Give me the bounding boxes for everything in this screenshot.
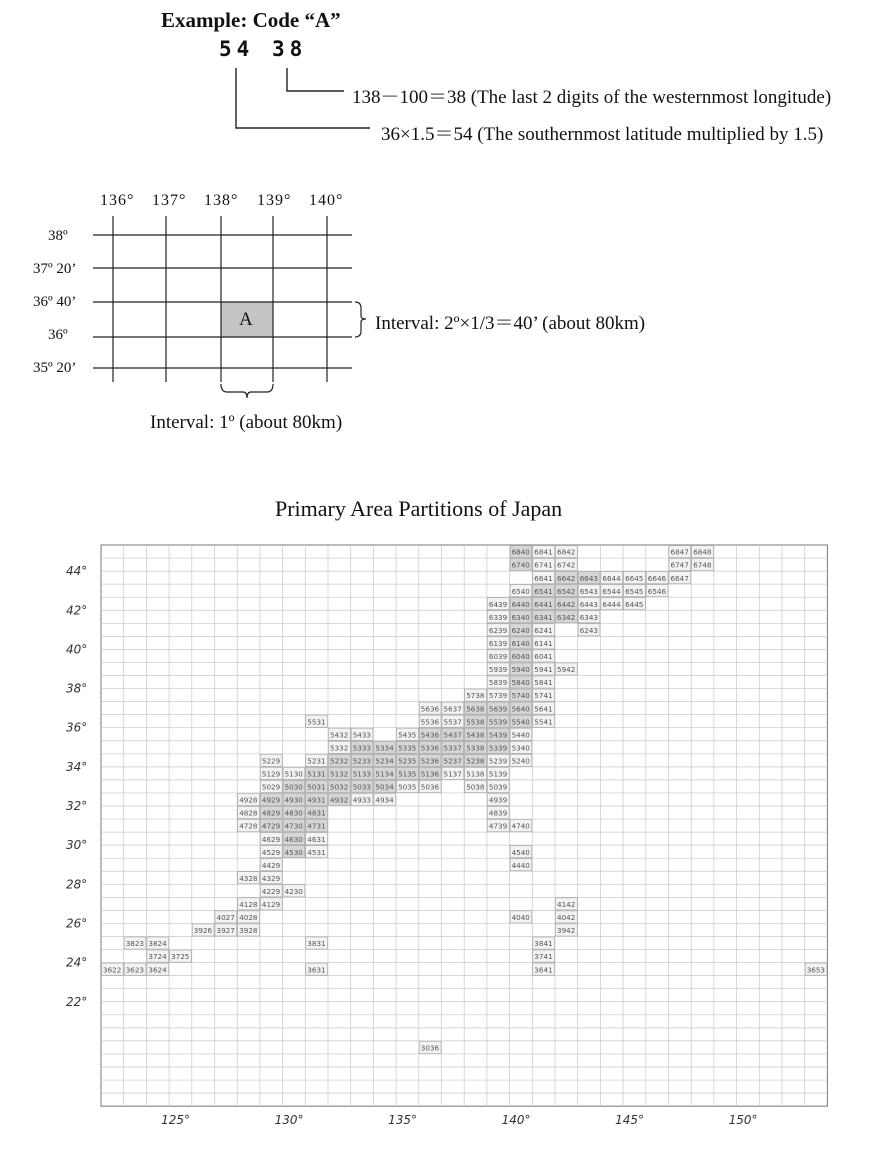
area-code-label: 5641 (534, 704, 553, 714)
area-code-label: 3653 (806, 965, 825, 975)
area-code-label: 6842 (557, 547, 576, 557)
map-lon-label: 125° (161, 1113, 191, 1128)
area-code-label: 5841 (534, 678, 553, 688)
area-code-label: 5029 (261, 782, 281, 792)
area-code-label: 3823 (125, 939, 144, 949)
area-code-label: 3824 (148, 939, 167, 949)
area-code-label: 4530 (284, 847, 303, 857)
area-code-label: 3942 (557, 926, 576, 936)
area-code-label: 6340 (511, 612, 530, 622)
map-lat-label: 30° (66, 838, 88, 853)
area-code-label: 4930 (284, 795, 303, 805)
area-code-label: 6642 (557, 573, 576, 583)
area-code-label: 4229 (261, 886, 281, 896)
area-code-label: 6341 (534, 612, 553, 622)
area-code-label: 3926 (193, 926, 213, 936)
grid-lon-label-137: 137° (152, 192, 187, 209)
area-code-label: 6645 (625, 573, 644, 583)
area-code-label: 5229 (261, 756, 281, 766)
interval-lat-note: Interval: 2º×1/3＝40’ (about 80km) (375, 313, 646, 334)
area-code-label: 5333 (352, 743, 371, 753)
area-code-label: 6342 (557, 612, 576, 622)
area-code-label: 4630 (284, 834, 303, 844)
area-code-label: 5335 (398, 743, 417, 753)
area-code-label: 6546 (647, 586, 667, 596)
area-code-label: 5138 (466, 769, 485, 779)
area-code-label: 6441 (534, 599, 553, 609)
area-code-label: 5440 (511, 730, 530, 740)
area-code-label: 4329 (261, 873, 281, 883)
area-code-label: 5231 (307, 756, 326, 766)
map-lat-label: 24° (66, 955, 88, 970)
small-grid (0, 0, 878, 420)
area-code-label: 5239 (488, 756, 508, 766)
example-code-right: 38 (272, 37, 308, 61)
area-code-label: 6039 (488, 652, 508, 662)
area-code-label: 6840 (511, 547, 530, 557)
grid-lat-label-37-20: 37º 20’ (33, 261, 77, 277)
area-code-label: 5840 (511, 678, 530, 688)
map-lat-label: 38° (66, 681, 88, 696)
area-code-label: 6241 (534, 625, 553, 635)
area-code-label: 6443 (579, 599, 598, 609)
area-code-label: 4929 (261, 795, 281, 805)
area-code-label: 4939 (488, 795, 508, 805)
area-code-label: 4931 (307, 795, 326, 805)
area-code-label: 6141 (534, 639, 553, 648)
area-code-label: 4728 (239, 821, 258, 831)
grid-lat-label-38: 38º (48, 228, 68, 244)
area-code-label: 6647 (670, 573, 689, 583)
area-code-label: 3623 (125, 965, 144, 975)
area-code-label: 5129 (261, 769, 281, 779)
area-code-label: 3631 (307, 965, 326, 975)
map-lat-label: 26° (66, 916, 88, 931)
map-lat-label: 42° (66, 603, 88, 618)
area-code-label: 3725 (171, 952, 190, 962)
grid-lat-label-35-20: 35º 20’ (33, 360, 77, 376)
area-code-label: 6847 (670, 547, 689, 557)
area-code-label: 5433 (352, 730, 371, 740)
area-code-label: 5133 (352, 769, 371, 779)
area-code-label: 4631 (307, 834, 326, 844)
area-code-label: 5539 (488, 717, 508, 727)
area-code-label: 5436 (420, 730, 440, 740)
area-code-label: 6742 (557, 560, 576, 570)
area-code-label: 5340 (511, 743, 530, 753)
area-code-label: 3036 (420, 1043, 440, 1053)
area-code-label: 6841 (534, 547, 553, 557)
area-code-label: 5338 (466, 743, 485, 753)
map-title: Primary Area Partitions of Japan (275, 496, 563, 521)
area-code-label: 6239 (488, 625, 508, 635)
area-code-label: 4128 (239, 900, 258, 909)
area-code-label: 5839 (488, 678, 508, 688)
area-code-label: 6544 (602, 586, 621, 596)
area-code-label: 6545 (625, 586, 644, 596)
area-code-label: 3928 (239, 926, 258, 936)
area-code-label: 4932 (330, 795, 349, 805)
area-code-label: 5531 (307, 717, 326, 727)
area-code-label: 5233 (352, 756, 371, 766)
area-code-label: 5234 (375, 756, 394, 766)
area-code-label: 4142 (557, 900, 576, 909)
area-code-label: 5237 (443, 756, 462, 766)
area-code-label: 6442 (557, 599, 576, 609)
area-code-label: 6339 (488, 612, 508, 622)
map-lon-label: 145° (615, 1113, 645, 1128)
area-code-label: 5236 (420, 756, 440, 766)
area-code-label: 4540 (511, 847, 530, 857)
area-code-label: 6848 (693, 547, 712, 557)
area-code-label: 5334 (375, 743, 394, 753)
area-code-label: 6343 (579, 612, 598, 622)
map-lat-label: 32° (66, 799, 88, 813)
area-code-label: 3741 (534, 952, 553, 962)
area-code-label: 4129 (261, 900, 281, 909)
area-code-label: 3927 (216, 926, 235, 936)
area-code-label: 6747 (670, 560, 689, 570)
partition-map (0, 537, 878, 1157)
area-code-label: 6444 (602, 599, 621, 609)
area-code-label: 4440 (511, 860, 530, 870)
area-code-label: 4740 (511, 821, 530, 831)
grid-lat-label-36: 36º (48, 327, 68, 343)
area-code-label: 6641 (534, 573, 553, 583)
area-code-label: 4839 (488, 808, 508, 818)
area-code-label: 4729 (261, 821, 281, 831)
map-lat-label: 22° (66, 994, 88, 1009)
area-code-label: 4042 (557, 913, 576, 923)
area-code-label: 5741 (534, 691, 553, 701)
map-lon-label: 140° (501, 1113, 531, 1128)
area-code-label: 5030 (284, 782, 303, 792)
area-code-label: 5240 (511, 756, 530, 766)
area-code-label: 4730 (284, 821, 303, 831)
note-longitude: 138－100＝38 (The last 2 digits of the westernmost longitude) (352, 87, 832, 108)
area-code-label: 5939 (488, 665, 508, 675)
area-code-label: 4040 (511, 913, 530, 923)
area-code-label: 6445 (625, 599, 644, 609)
area-code-label: 6439 (488, 599, 508, 609)
area-code-label: 6240 (511, 625, 530, 635)
area-code-label: 6542 (557, 586, 576, 596)
area-code-label: 5437 (443, 730, 462, 740)
area-code-label: 5638 (466, 704, 485, 714)
area-code-label: 6243 (579, 625, 598, 635)
area-code-label: 5139 (488, 769, 508, 779)
area-code-label: 5940 (511, 665, 530, 675)
area-code-label: 6543 (579, 586, 598, 596)
area-code-label: 6139 (488, 639, 508, 648)
area-code-label: 5738 (466, 691, 485, 701)
area-code-label: 5740 (511, 691, 530, 701)
area-code-label: 5035 (398, 782, 417, 792)
map-lon-label: 150° (728, 1113, 758, 1128)
area-code-label: 5941 (534, 665, 553, 675)
area-code-label: 4934 (375, 795, 394, 805)
area-code-label: 5639 (488, 704, 508, 714)
note-latitude: 36×1.5＝54 (The southernmost latitude multiplied by 1.5) (381, 124, 824, 145)
area-code-label: 5336 (420, 743, 440, 753)
area-code-label: 5136 (420, 769, 440, 779)
area-code-label: 6540 (511, 586, 530, 596)
area-code-label: 5134 (375, 769, 394, 779)
area-code-label: 3841 (534, 939, 553, 949)
area-code-label: 5332 (330, 743, 349, 753)
area-code-label: 4831 (307, 808, 326, 818)
area-code-label: 5034 (375, 782, 394, 792)
area-code-label: 5536 (420, 717, 440, 727)
map-lat-label: 44° (66, 564, 88, 579)
area-code-label: 6643 (579, 573, 598, 583)
area-code-label: 5036 (420, 782, 440, 792)
grid-lon-label-140: 140° (309, 192, 344, 209)
grid-lat-label-36-40: 36º 40’ (33, 294, 77, 310)
area-code-label: 5135 (398, 769, 417, 779)
area-code-label: 5131 (307, 769, 326, 779)
area-code-label: 6041 (534, 652, 553, 662)
area-code-label: 5039 (488, 782, 508, 792)
area-code-label: 5132 (330, 769, 349, 779)
example-title: Example: Code “A” (161, 8, 341, 32)
area-code-label: 5540 (511, 717, 530, 727)
map-lat-label: 40° (66, 642, 88, 657)
cell-a-label: A (239, 309, 253, 330)
area-code-label: 4830 (284, 808, 303, 818)
area-code-label: 4531 (307, 847, 326, 857)
area-code-label: 5137 (443, 769, 462, 779)
area-code-label: 3622 (103, 965, 122, 975)
grid-lon-label-138: 138° (204, 192, 239, 209)
area-code-label: 6646 (647, 573, 667, 583)
area-code-label: 4928 (239, 795, 258, 805)
area-code-label: 5637 (443, 704, 462, 714)
area-code-label: 6541 (534, 586, 553, 596)
area-code-label: 5438 (466, 730, 485, 740)
area-code-label: 4629 (261, 834, 281, 844)
area-code-label: 5432 (330, 730, 349, 740)
area-code-label: 5942 (557, 665, 576, 675)
area-code-label: 5636 (420, 704, 440, 714)
area-code-label: 5232 (330, 756, 349, 766)
grid-lon-label-136: 136° (100, 192, 135, 209)
area-code-label: 5235 (398, 756, 417, 766)
area-code-label: 5538 (466, 717, 485, 727)
area-code-label: 5238 (466, 756, 485, 766)
area-code-label: 5038 (466, 782, 485, 792)
area-code-label: 4328 (239, 873, 258, 883)
map-lat-label: 36° (66, 720, 88, 735)
area-code-label: 5435 (398, 730, 417, 740)
area-code-label: 6748 (693, 560, 712, 570)
area-code-label: 4429 (261, 860, 281, 870)
map-lon-label: 135° (388, 1113, 418, 1128)
area-code-label: 6740 (511, 560, 530, 570)
area-code-label: 4933 (352, 795, 371, 805)
grid-lon-label-139: 139° (257, 192, 292, 209)
area-code-label: 4230 (284, 886, 303, 896)
area-code-label: 5337 (443, 743, 462, 753)
area-code-label: 5640 (511, 704, 530, 714)
area-code-label: 6040 (511, 652, 530, 662)
interval-lon-note: Interval: 1º (about 80km) (150, 412, 343, 433)
area-code-label: 4828 (239, 808, 258, 818)
area-code-label: 6741 (534, 560, 553, 570)
area-code-label: 5339 (488, 743, 508, 753)
map-lon-label: 130° (274, 1113, 304, 1128)
area-code-label: 5541 (534, 717, 553, 727)
area-code-label: 4829 (261, 808, 281, 818)
area-code-label: 6440 (511, 599, 530, 609)
area-code-label: 5537 (443, 717, 462, 727)
area-code-label: 4028 (239, 913, 258, 923)
map-lat-label: 34° (66, 759, 88, 774)
area-code-label: 3624 (148, 965, 167, 975)
area-code-label: 3641 (534, 965, 553, 975)
area-code-label: 4529 (261, 847, 281, 857)
area-code-label: 5031 (307, 782, 326, 792)
area-code-label: 5439 (488, 730, 508, 740)
area-code-label: 5032 (330, 782, 349, 792)
area-code-label: 4739 (488, 821, 508, 831)
area-code-label: 6140 (511, 639, 530, 648)
area-code-label: 3724 (148, 952, 167, 962)
map-lat-label: 28° (66, 877, 88, 892)
area-code-label: 6644 (602, 573, 621, 583)
area-code-label: 3831 (307, 939, 326, 949)
example-code-left: 54 (219, 37, 255, 61)
area-code-label: 4731 (307, 821, 326, 831)
area-code-label: 4027 (216, 913, 235, 923)
area-code-label: 5130 (284, 769, 303, 779)
area-code-label: 5033 (352, 782, 371, 792)
area-code-label: 5739 (488, 691, 508, 701)
